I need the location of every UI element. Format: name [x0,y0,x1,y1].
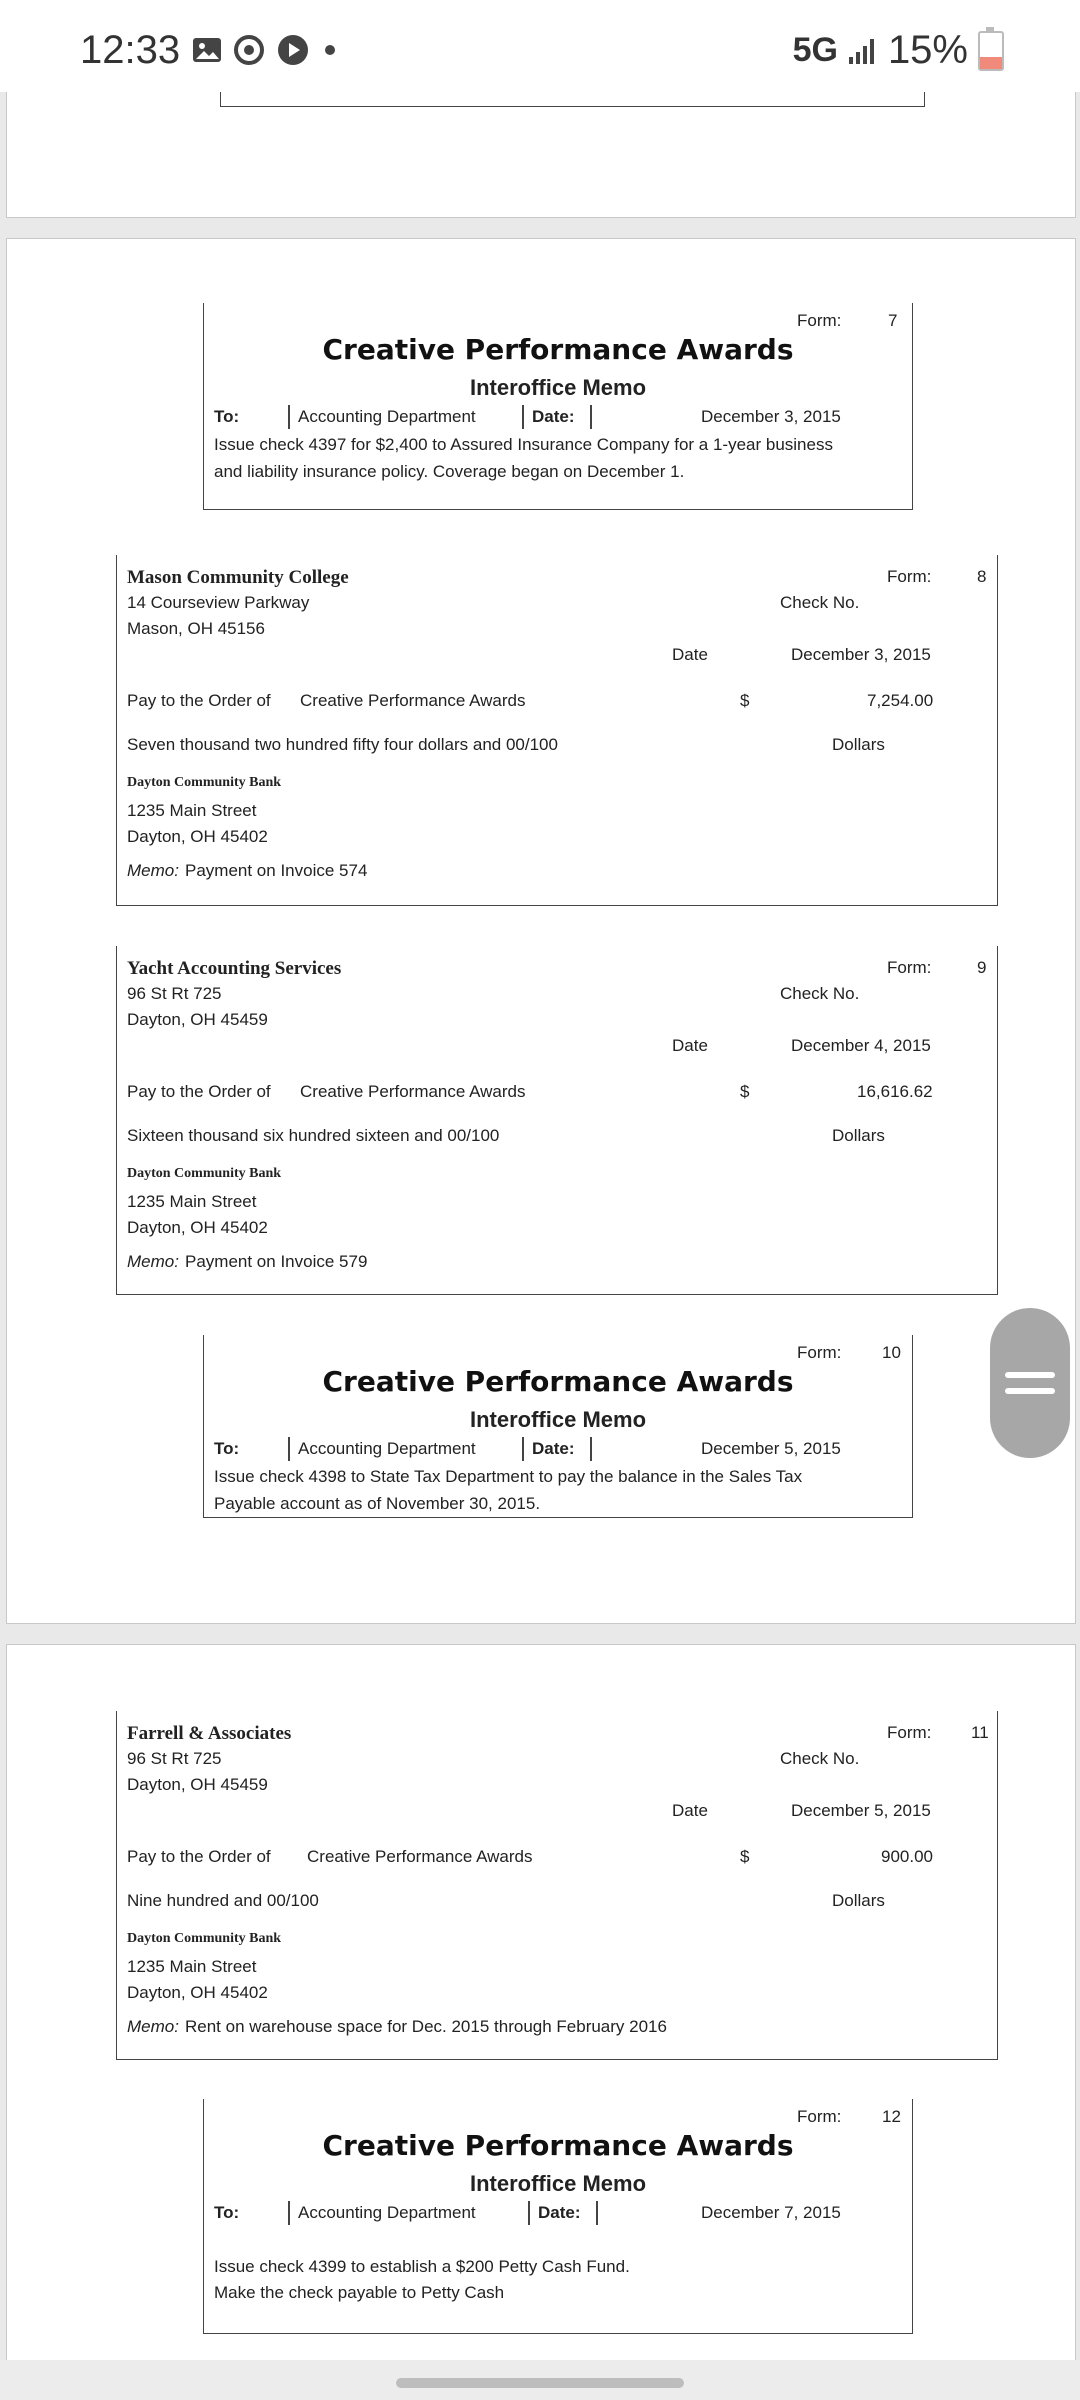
date-value: December 5, 2015 [701,1439,841,1458]
bank-name: Dayton Community Bank [127,1166,282,1181]
form-number: 10 [882,1343,901,1362]
memo-body-line1: Issue check 4398 to State Tax Department to pay the balance in the Sales Tax [214,1467,803,1486]
pay-to-label: Pay to the Order of [127,691,271,710]
payer-address-1: 96 St Rt 725 [127,1749,222,1768]
payer-name: Mason Community College [127,567,349,588]
memo-label: Memo: [127,1252,179,1271]
form-number: 8 [977,567,987,586]
bank-address-2: Dayton, OH 45402 [127,1983,268,2002]
pay-to-label: Pay to the Order of [127,1847,271,1866]
check-amount: 7,254.00 [867,691,934,710]
pay-to-label: Pay to the Order of [127,1082,271,1101]
bank-address-2: Dayton, OH 45402 [127,827,268,846]
form-number: 9 [977,958,987,977]
play-store-icon [276,33,310,67]
payer-address-2: Mason, OH 45156 [127,619,265,638]
sync-icon [232,33,266,67]
check-form-8 [116,555,998,906]
payer-address-1: 96 St Rt 725 [127,984,222,1003]
document-page-3 [6,1644,1076,2366]
battery-icon [978,31,1004,71]
memo-form-12 [203,2099,913,2334]
check-number-label: Check No. [780,984,860,1003]
document-page-2 [6,238,1076,1624]
home-gesture-handle[interactable] [396,2378,684,2388]
memo-form-10 [203,1335,913,1518]
check-amount: 900.00 [881,1847,933,1866]
payee-name: Creative Performance Awards [307,1847,533,1866]
date-label: Date: [532,407,575,426]
check-number-label: Check No. [780,1749,860,1768]
battery-level: 15% [887,28,968,72]
memo-value: Payment on Invoice 579 [185,1252,368,1271]
memo-company: Creative Performance Awards [322,333,794,366]
memo-body-line2: Payable account as of November 30, 2015. [214,1494,541,1513]
payer-name: Yacht Accounting Services [127,958,342,979]
date-value: December 7, 2015 [701,2203,841,2222]
bank-name: Dayton Community Bank [127,775,282,790]
gesture-nav-bar [0,2360,1080,2400]
memo-body-line1: Issue check 4399 to establish a $200 Petty Cash Fund. [214,2257,630,2276]
dollar-sign: $ [740,1082,750,1101]
form-number: 7 [888,311,898,330]
amount-in-words: Sixteen thousand six hundred sixteen and 00/100 [127,1126,500,1145]
to-value: Accounting Department [298,1439,476,1458]
check-amount: 16,616.62 [857,1082,933,1101]
gallery-icon [192,35,222,65]
memo-form-7 [203,303,913,510]
bank-name: Dayton Community Bank [127,1931,282,1946]
check-date: December 3, 2015 [791,645,931,664]
status-bar [0,0,1080,92]
bank-address-2: Dayton, OH 45402 [127,1218,268,1237]
dollars-label: Dollars [832,735,885,754]
document-page-1 [6,90,1076,218]
clock: 12:33 [80,28,181,72]
payer-address-2: Dayton, OH 45459 [127,1775,268,1794]
form-number: 11 [971,1723,989,1742]
form-label: Form: [797,2107,842,2126]
network-type: 5G [792,31,838,69]
memo-company: Creative Performance Awards [322,1365,794,1398]
signal-icon [848,37,878,65]
to-value: Accounting Department [298,2203,476,2222]
memo-subtitle: Interoffice Memo [469,375,647,400]
payer-address-2: Dayton, OH 45459 [127,1010,268,1029]
dollars-label: Dollars [832,1126,885,1145]
memo-subtitle: Interoffice Memo [469,1407,647,1432]
date-label: Date [672,645,708,664]
payee-name: Creative Performance Awards [300,1082,526,1101]
form-number: 12 [882,2107,901,2126]
form-label: Form: [797,1343,842,1362]
memo-subtitle: Interoffice Memo [469,2171,647,2196]
form-label: Form: [797,311,842,330]
bank-address-1: 1235 Main Street [127,801,257,820]
to-label: To: [214,407,240,426]
date-label: Date [672,1036,708,1055]
bank-address-1: 1235 Main Street [127,1957,257,1976]
dollar-sign: $ [740,1847,750,1866]
amount-in-words: Seven thousand two hundred fifty four dollars and 00/100 [127,735,558,754]
check-number-label: Check No. [780,593,860,612]
form-label: Form: [887,567,932,586]
date-value: December 3, 2015 [701,407,841,426]
memo-company: Creative Performance Awards [322,2129,794,2162]
memo-body-line2: and liability insurance policy. Coverage began on December 1. [214,462,685,481]
form-label: Form: [887,1723,932,1742]
notification-dot-icon [320,40,340,60]
payee-name: Creative Performance Awards [300,691,526,710]
to-label: To: [214,1439,240,1458]
amount-in-words: Nine hundred and 00/100 [127,1891,319,1910]
memo-value: Rent on warehouse space for Dec. 2015 through February 2016 [185,2017,667,2036]
check-date: December 4, 2015 [791,1036,931,1055]
payer-name: Farrell & Associates [127,1723,292,1744]
memo-body-line1: Issue check 4397 for $2,400 to Assured Insurance Company for a 1-year business [214,435,833,454]
dollars-label: Dollars [832,1891,885,1910]
memo-value: Payment on Invoice 574 [185,861,368,880]
date-label: Date: [532,1439,575,1458]
memo-body-line2: Make the check payable to Petty Cash [214,2283,505,2302]
date-label: Date [672,1801,708,1820]
memo-label: Memo: [127,2017,179,2036]
check-form-11 [116,1711,998,2060]
form-label: Form: [887,958,932,977]
bank-address-1: 1235 Main Street [127,1192,257,1211]
to-value: Accounting Department [298,407,476,426]
memo-label: Memo: [127,861,179,880]
dollar-sign: $ [740,691,750,710]
payer-address-1: 14 Courseview Parkway [127,593,310,612]
to-label: To: [214,2203,240,2222]
fast-scroll-handle[interactable] [990,1308,1070,1458]
date-label: Date: [538,2203,581,2222]
check-form-9 [116,946,998,1295]
check-date: December 5, 2015 [791,1801,931,1820]
